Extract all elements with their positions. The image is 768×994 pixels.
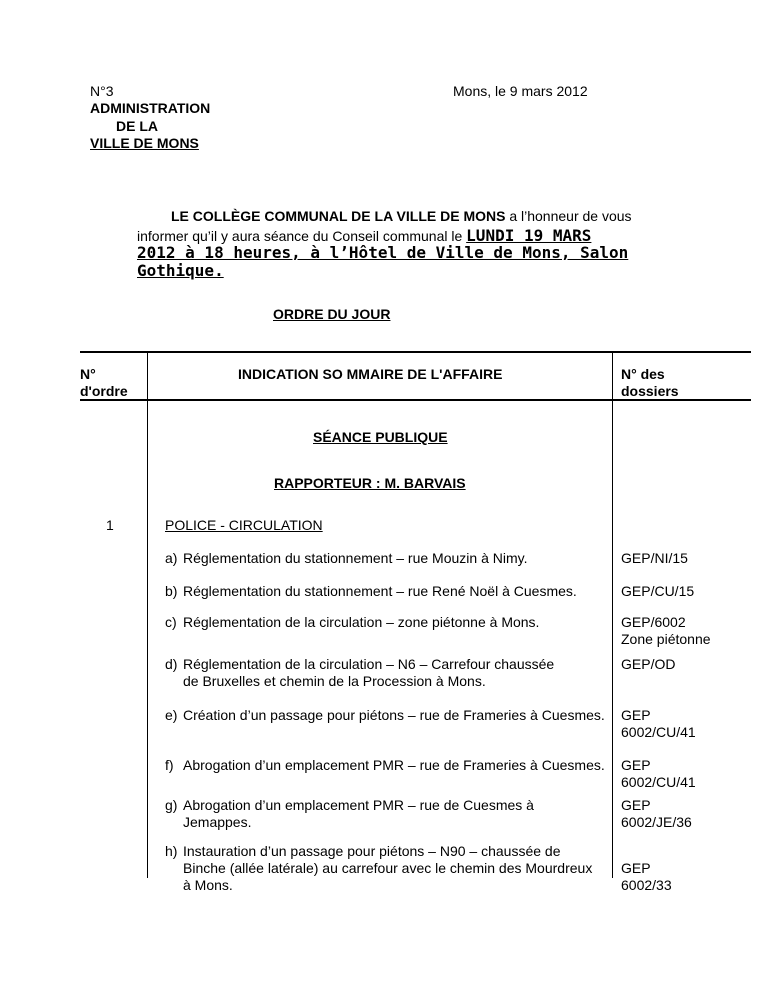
intro-line-4: Gothique. [137, 261, 224, 280]
header-number: N°3 [90, 83, 114, 99]
dossier-line-1: GEP/CU/15 [621, 583, 695, 599]
list-item [165, 656, 610, 690]
section-title: POLICE - CIRCULATION [165, 517, 323, 533]
seance-publique-heading: SÉANCE PUBLIQUE [313, 429, 448, 445]
item-text-line-3: à Mons. [183, 877, 233, 893]
header-ville-de-mons: VILLE DE MONS [90, 135, 199, 151]
item-label: g) [165, 797, 178, 813]
item-text: Réglementation du stationnement – rue Mouzin à Nimy. [183, 550, 528, 566]
item-text-line-2: Jemappes. [183, 814, 252, 830]
list-item [165, 757, 610, 774]
item-label: a) [165, 550, 178, 566]
item-label: c) [165, 614, 177, 630]
item-text: Création d’un passage pour piétons – rue de Frameries à Cuesmes. [183, 707, 605, 723]
table-top-border [80, 351, 751, 353]
item-text: Réglementation de la circulation – zone piétonne à Mons. [183, 614, 540, 630]
dossier-line-2: 6002/CU/41 [621, 774, 696, 790]
item-label: e) [165, 707, 178, 723]
intro-text-1: a l’honneur de vous [505, 208, 632, 224]
table-header-num-line-2: d'ordre [80, 383, 128, 399]
item-text: Instauration d’un passage pour piétons – N90 – chaussée de [183, 843, 561, 859]
list-item [165, 843, 610, 894]
table-header-dossiers-line-1: N° des [621, 366, 665, 382]
dossier-ref [621, 797, 692, 831]
list-item [165, 550, 610, 567]
item-text: Réglementation du stationnement – rue René Noël à Cuesmes. [183, 583, 577, 599]
item-label: f) [165, 757, 174, 773]
dossier-line-1: GEP/OD [621, 656, 676, 672]
table-header-indication: INDICATION SO MMAIRE DE L'AFFAIRE [238, 366, 503, 382]
list-item [165, 583, 610, 600]
item-label: h) [165, 843, 178, 859]
intro-line-1 [171, 208, 632, 224]
table-header-bottom-border [80, 399, 751, 401]
table-column-divider-left [147, 353, 148, 878]
dossier-ref [621, 550, 688, 567]
intro-line-3: 2012 à 18 heures, à l’Hôtel de Ville de Mons, Salon [137, 243, 629, 262]
header-administration: ADMINISTRATION [90, 100, 211, 116]
dossier-line-1: GEP/NI/15 [621, 550, 688, 566]
item-text: Réglementation de la circulation – N6 – Carrefour chaussée [183, 656, 555, 672]
intro-college: LE COLLÈGE COMMUNAL DE LA VILLE DE MONS [171, 208, 506, 224]
dossier-line-1: GEP [621, 860, 651, 876]
rapporteur-heading: RAPPORTEUR : M. BARVAIS [274, 475, 466, 491]
item-text-line-2: de Bruxelles et chemin de la Procession à Mons. [183, 673, 486, 689]
dossier-ref [621, 707, 696, 741]
list-item [165, 614, 610, 631]
dossier-line-1: GEP [621, 797, 651, 813]
dossier-line-2: 6002/CU/41 [621, 724, 696, 740]
dossier-line-2: Zone piétonne [621, 631, 711, 647]
dossier-ref [621, 757, 696, 791]
list-item [165, 707, 610, 724]
dossier-line-2: 6002/JE/36 [621, 814, 692, 830]
dossier-line-1: GEP [621, 757, 651, 773]
item-label: d) [165, 656, 178, 672]
table-column-divider-right [612, 353, 613, 878]
intro-date-bold: LUNDI 19 MARS [466, 226, 592, 245]
ordre-du-jour-title: ORDRE DU JOUR [273, 306, 391, 322]
section-number: 1 [106, 517, 114, 533]
dossier-ref [621, 860, 672, 894]
item-text-line-2: Binche (allée latérale) au carrefour avec le chemin des Mourdreux [183, 860, 593, 876]
table-header-dossiers-line-2: dossiers [621, 383, 679, 399]
item-text: Abrogation d’un emplacement PMR – rue de Cuesmes à [183, 797, 534, 813]
dossier-ref [621, 656, 675, 673]
dossier-line-1: GEP [621, 707, 651, 723]
dossier-line-2: 6002/33 [621, 877, 672, 893]
dossier-line-1: GEP/6002 [621, 614, 686, 630]
dossier-ref [621, 583, 694, 600]
dossier-ref [621, 614, 711, 648]
intro-text-2: informer qu’il y aura séance du Conseil communal le [137, 228, 467, 244]
item-text: Abrogation d’un emplacement PMR – rue de Frameries à Cuesmes. [183, 757, 605, 773]
table-header-num-line-1: N° [80, 366, 96, 382]
list-item [165, 797, 610, 831]
item-label: b) [165, 583, 178, 599]
header-date: Mons, le 9 mars 2012 [453, 83, 588, 99]
header-de-la: DE LA [116, 118, 158, 134]
